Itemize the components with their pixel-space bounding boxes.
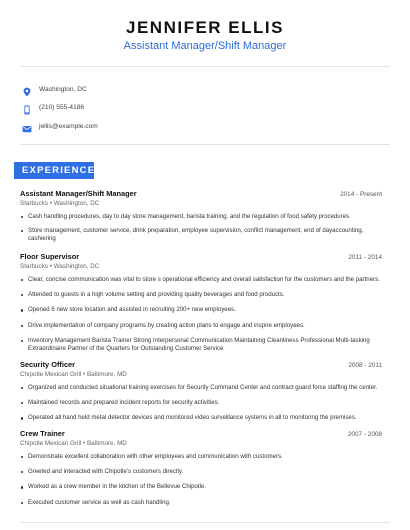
job-location: Baltimore, MD bbox=[86, 440, 127, 447]
job-title: Assistant Manager/Shift Manager bbox=[20, 189, 137, 198]
job-entry bbox=[20, 360, 382, 423]
job-bullet: Greeted and interacted with Chipotle's customers directly. bbox=[20, 468, 382, 476]
experience-section-title: EXPERIENCE bbox=[14, 162, 94, 179]
contact-email bbox=[22, 119, 98, 133]
contact-divider bbox=[20, 144, 390, 145]
job-bullet: Worked as a crew member in the kitchen of the Bellevue Chipotle. bbox=[20, 483, 382, 491]
job-bullet: Executed customer service as well as cash handling. bbox=[20, 499, 382, 507]
job-company: Chipotle Mexican Grill bbox=[20, 371, 82, 378]
job-dates: 2011 - 2014 bbox=[348, 254, 382, 261]
header-divider bbox=[20, 66, 390, 67]
phone-text: (210) 555-4186 bbox=[39, 103, 85, 111]
job-company-location: Starbucks • Washington, DC bbox=[20, 263, 100, 270]
job-dates: 2008 - 2011 bbox=[348, 362, 382, 369]
job-location: Washington, DC bbox=[53, 200, 100, 207]
candidate-name: JENNIFER ELLIS bbox=[126, 18, 284, 37]
job-bullet: Opened 6 new store location and assisted in recruiting 200+ new employees. bbox=[20, 306, 382, 314]
job-bullets bbox=[20, 276, 382, 353]
phone-icon bbox=[22, 102, 32, 112]
job-entry bbox=[20, 429, 382, 507]
job-bullet: Attended to guests in a high volume setting and providing quality beverages and food products. bbox=[20, 291, 382, 299]
job-location: Washington, DC bbox=[53, 263, 100, 270]
job-title: Floor Supervisor bbox=[20, 252, 80, 261]
job-bullet: Store management, customer service, drink preparation, employee supervision, conflict management, end of dayaccounting, cashiering bbox=[20, 227, 382, 243]
location-text: Washington, DC bbox=[39, 85, 87, 93]
job-bullet: Demonstrate excellent collaboration with other employees and communication with customers. bbox=[20, 453, 382, 461]
contact-location bbox=[22, 82, 87, 96]
job-bullet: Inventory Management Barista Trainer Strong Interpersonal Communication Maintaining Cleanliness Professional Multi-tasking Extraordinaire Partner of the Quarters for Outstanding Customer Service bbox=[20, 337, 382, 353]
job-bullets bbox=[20, 384, 382, 423]
job-bullet: Organized and conducted situational training exercises for Security Command Center and contract guard force staffing the center. bbox=[20, 384, 382, 392]
job-company: Starbucks bbox=[20, 200, 48, 207]
job-bullet: Drive implementation of company programs by creating action plans to engage and inspire employees. bbox=[20, 322, 382, 330]
job-bullet: Clear, concise communication was vital to store s operational efficiency and overall satisfaction for the customers and the partners. bbox=[20, 276, 382, 284]
job-dates: 2007 - 2008 bbox=[347, 431, 382, 438]
job-company-location: Chipotle Mexican Grill • Baltimore, MD bbox=[20, 371, 127, 378]
job-title: Security Officer bbox=[20, 360, 76, 369]
job-entry bbox=[20, 189, 382, 244]
footer-divider bbox=[20, 522, 390, 523]
email-text[interactable]: jellis@example.com bbox=[39, 122, 98, 130]
job-bullets bbox=[20, 213, 382, 244]
job-bullet: Cash handling procedures, day to day store management, barista training, and the regulation of food safety procedures bbox=[20, 213, 382, 221]
contact-phone bbox=[22, 100, 84, 114]
job-dates: 2014 - Present bbox=[340, 191, 382, 198]
job-entry bbox=[20, 252, 382, 353]
job-company-location: Starbucks • Washington, DC bbox=[20, 200, 100, 207]
map-pin-icon bbox=[22, 84, 32, 94]
candidate-headline: Assistant Manager/Shift Manager bbox=[123, 40, 287, 52]
job-bullets bbox=[20, 453, 382, 507]
job-company: Chipotle Mexican Grill bbox=[20, 440, 82, 447]
job-bullet: Maintained records and prepared incident reports for security activities. bbox=[20, 399, 382, 407]
job-bullet: Operated all hand held metal detector devices and monitored video surveillance systems in all to monitoring the premises. bbox=[20, 414, 382, 422]
mail-icon bbox=[22, 121, 32, 131]
job-company-location: Chipotle Mexican Grill • Baltimore, MD bbox=[20, 440, 127, 447]
job-company: Starbucks bbox=[20, 263, 48, 270]
job-location: Baltimore, MD bbox=[86, 371, 127, 378]
job-title: Crew Trainer bbox=[20, 429, 65, 438]
